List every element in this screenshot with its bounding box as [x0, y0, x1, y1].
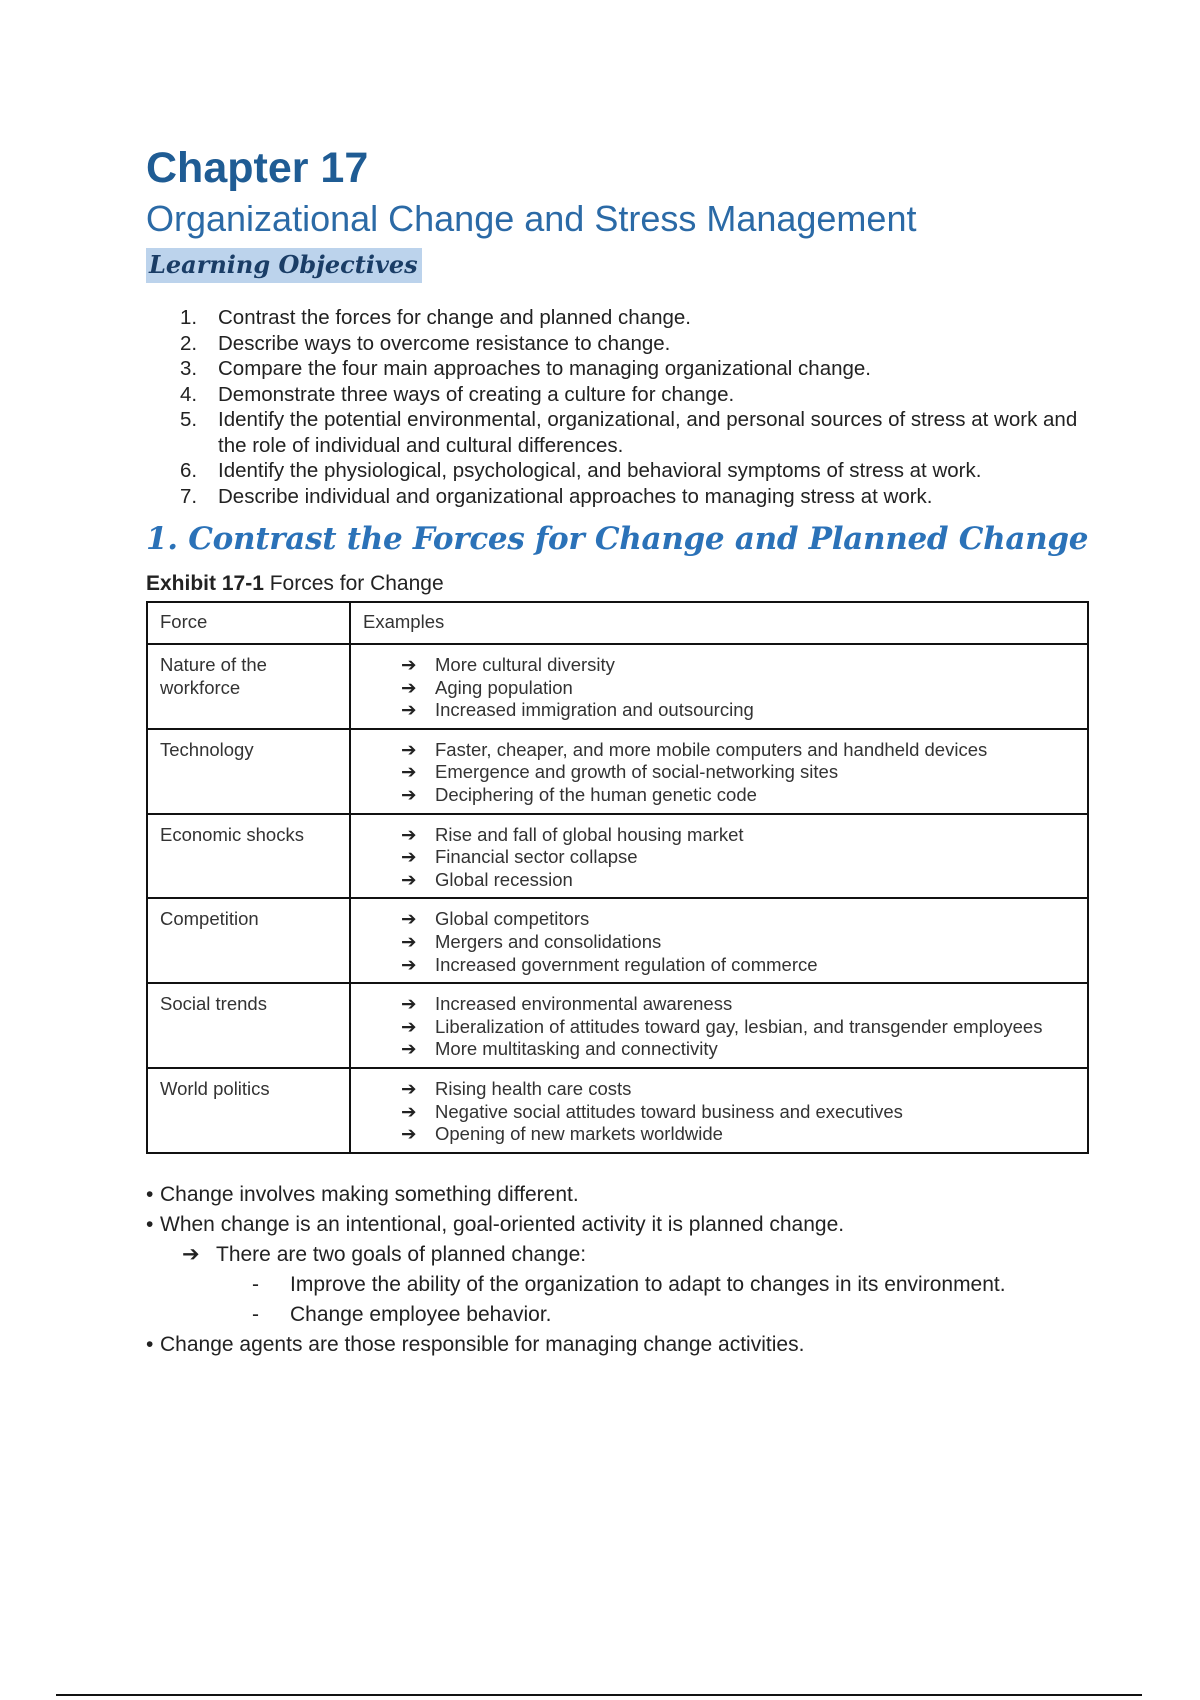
example-item: [401, 993, 1075, 1016]
learning-objectives-heading: Learning Objectives: [146, 248, 422, 283]
objective-item: [180, 356, 1096, 382]
arrow-icon: ➔: [401, 783, 417, 805]
chapter-subtitle: Organizational Change and Stress Management: [146, 198, 917, 239]
dash-item: [146, 1300, 1096, 1330]
notes-section: [146, 1180, 1096, 1360]
example-text: Global competitors: [435, 908, 590, 930]
example-text: Rise and fall of global housing market: [435, 823, 744, 845]
arrow-icon: ➔: [401, 761, 417, 783]
examples-list: [363, 993, 1075, 1061]
example-item: [401, 699, 1075, 722]
objective-number: 1.: [180, 306, 198, 329]
example-text: Mergers and consolidations: [435, 930, 662, 952]
force-cell: World politics: [147, 1068, 350, 1153]
arrow-icon: ➔: [401, 676, 417, 698]
examples-list: [363, 1078, 1075, 1146]
example-text: Liberalization of attitudes toward gay, lesbian, and transgender employees: [435, 1015, 1043, 1037]
force-cell: Nature of the workforce: [147, 644, 350, 729]
example-text: Deciphering of the human genetic code: [435, 783, 757, 805]
objective-number: 4.: [180, 382, 198, 406]
page-content: [146, 142, 1096, 1360]
arrow-icon: ➔: [401, 868, 417, 890]
bullet-icon: •: [146, 1332, 154, 1356]
example-text: Increased government regulation of commerce: [435, 953, 818, 975]
force-cell: Social trends: [147, 983, 350, 1068]
arrow-icon: ➔: [401, 1123, 417, 1145]
exhibit-caption: [146, 571, 1096, 597]
example-item: [401, 1016, 1075, 1039]
header-examples: Examples: [350, 602, 1088, 644]
sub-bullet-text: There are two goals of planned change:: [216, 1242, 587, 1266]
arrow-icon: ➔: [401, 1015, 417, 1037]
chapter-title: Chapter 17: [146, 144, 369, 192]
bullet-item: [146, 1330, 1096, 1360]
table-row: [147, 814, 1088, 899]
examples-cell: [350, 814, 1088, 899]
objective-item: [180, 382, 1096, 408]
arrow-icon: ➔: [401, 699, 417, 721]
dash-text: Improve the ability of the organization to adapt to changes in its environment.: [290, 1272, 1006, 1296]
example-item: [401, 824, 1075, 847]
arrow-icon: ➔: [401, 930, 417, 952]
objective-text: Describe individual and organizational approaches to managing stress at work.: [218, 484, 933, 508]
arrow-icon: ➔: [401, 654, 417, 675]
dash-item: [146, 1270, 1096, 1300]
force-cell: Economic shocks: [147, 814, 350, 899]
arrow-icon: ➔: [401, 908, 417, 930]
table-row: [147, 898, 1088, 983]
examples-cell: [350, 644, 1088, 729]
examples-list: [363, 824, 1075, 892]
objective-item: [180, 305, 1096, 331]
exhibit-label: Exhibit 17-1: [146, 572, 264, 595]
example-text: Global recession: [435, 868, 573, 890]
dash-icon: -: [252, 1272, 259, 1296]
example-text: More cultural diversity: [435, 654, 615, 675]
bullet-icon: •: [146, 1212, 154, 1236]
bullet-text: Change involves making something different.: [160, 1182, 579, 1206]
example-item: [401, 1038, 1075, 1061]
bullet-item: [146, 1180, 1096, 1210]
learning-objectives-list: [146, 305, 1096, 509]
arrow-icon: ➔: [401, 846, 417, 868]
table-header-row: [147, 602, 1088, 644]
footer-rule: [56, 1694, 1142, 1696]
arrow-icon: ➔: [401, 1100, 417, 1122]
examples-cell: [350, 729, 1088, 814]
sub-bullet-item: [146, 1240, 1096, 1270]
objective-item: [180, 484, 1096, 510]
table-row: [147, 729, 1088, 814]
arrow-icon: ➔: [401, 1077, 417, 1099]
table-row: [147, 644, 1088, 729]
example-item: [401, 846, 1075, 869]
table-row: [147, 1068, 1088, 1153]
exhibit-title: Forces for Change: [269, 572, 444, 595]
example-item: [401, 739, 1075, 762]
force-cell: Technology: [147, 729, 350, 814]
bullet-item: [146, 1210, 1096, 1240]
example-item: [401, 1101, 1075, 1124]
example-text: Negative social attitudes toward business and executives: [435, 1100, 903, 1122]
arrow-icon: ➔: [182, 1242, 200, 1266]
objective-text: Identify the potential environmental, organizational, and personal sources of stress at work and the role of individual and cultural differences.: [218, 408, 1078, 457]
header-force: Force: [147, 602, 350, 644]
objective-item: [180, 331, 1096, 357]
objective-number: 6.: [180, 459, 198, 482]
arrow-icon: ➔: [401, 823, 417, 845]
examples-list: [363, 654, 1075, 722]
arrow-icon: ➔: [401, 953, 417, 975]
objective-text: Identify the physiological, psychological, and behavioral symptoms of stress at work.: [218, 459, 982, 482]
dash-icon: -: [252, 1302, 259, 1326]
example-text: Rising health care costs: [435, 1077, 632, 1099]
example-item: [401, 1078, 1075, 1101]
example-item: [401, 908, 1075, 931]
table-row: [147, 983, 1088, 1068]
example-item: [401, 677, 1075, 700]
example-item: [401, 869, 1075, 892]
example-text: More multitasking and connectivity: [435, 1038, 718, 1060]
objective-item: [180, 407, 1096, 458]
objective-number: 2.: [180, 331, 198, 355]
section-heading: 1. Contrast the Forces for Change and Planned Change: [146, 521, 1089, 557]
example-item: [401, 931, 1075, 954]
example-item: [401, 761, 1075, 784]
example-text: Aging population: [435, 676, 573, 698]
example-text: Financial sector collapse: [435, 846, 638, 868]
example-text: Opening of new markets worldwide: [435, 1123, 723, 1145]
example-item: [401, 954, 1075, 977]
dash-text: Change employee behavior.: [290, 1302, 552, 1326]
examples-cell: [350, 983, 1088, 1068]
bullet-icon: •: [146, 1182, 154, 1206]
objective-number: 5.: [180, 408, 198, 431]
example-text: Emergence and growth of social-networking sites: [435, 761, 839, 783]
examples-cell: [350, 898, 1088, 983]
examples-cell: [350, 1068, 1088, 1153]
objective-text: Compare the four main approaches to managing organizational change.: [218, 357, 871, 380]
example-text: Increased immigration and outsourcing: [435, 699, 754, 721]
example-item: [401, 1123, 1075, 1146]
objective-text: Demonstrate three ways of creating a culture for change.: [218, 382, 735, 406]
arrow-icon: ➔: [401, 993, 417, 1015]
objective-number: 7.: [180, 484, 198, 508]
example-item: [401, 654, 1075, 677]
arrow-icon: ➔: [401, 738, 417, 760]
examples-list: [363, 908, 1075, 976]
objective-number: 3.: [180, 357, 198, 380]
example-text: Increased environmental awareness: [435, 993, 733, 1015]
bullet-text: Change agents are those responsible for managing change activities.: [160, 1332, 805, 1356]
bullet-text: When change is an intentional, goal-oriented activity it is planned change.: [160, 1212, 845, 1236]
example-text: Faster, cheaper, and more mobile computers and handheld devices: [435, 738, 988, 760]
arrow-icon: ➔: [401, 1038, 417, 1060]
objective-text: Contrast the forces for change and planned change.: [218, 306, 691, 329]
example-item: [401, 784, 1075, 807]
force-cell: Competition: [147, 898, 350, 983]
objective-text: Describe ways to overcome resistance to change.: [218, 331, 671, 355]
forces-for-change-table: [146, 601, 1089, 1154]
examples-list: [363, 739, 1075, 807]
objective-item: [180, 458, 1096, 484]
